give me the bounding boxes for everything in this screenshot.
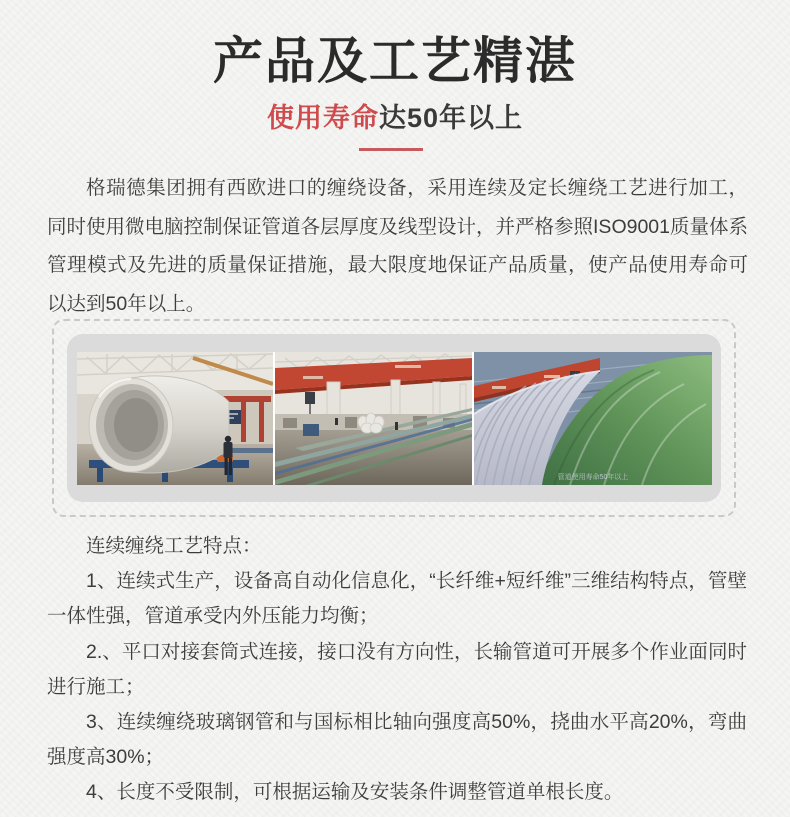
feature-item-3: 3、连续缠绕玻璃钢管和与国标相比轴向强度高50%，挠曲水平高20%，弯曲强度高30%； [47,711,747,769]
photo-gallery-card [67,334,721,502]
photo-strip [77,352,712,485]
feature-item-1: 1、连续式生产，设备高自动化信息化，“长纤维+短纤维”三维结构特点，管壁一体性强，管道承受内外压能力均衡； [47,570,747,628]
subtitle-rest: 达50年以上 [378,103,524,133]
photo-watermark: 管道使用寿命50年以上 [557,473,628,481]
features-heading: 连续缠绕工艺特点： [86,535,262,557]
intro-paragraph: 格瑞德集团拥有西欧进口的缠绕设备，采用连续及定长缠绕工艺进行加工，同时使用微电脑控制保证管道各层厚度及线型设计，并严格参照ISO9001质量体系管理模式及先进的质量保证措施，最大限度地保证产品质量，使产品使用寿命可以达到50年以上。 [47,177,748,315]
subtitle-underline-rule [359,148,423,151]
feature-item-4: 4、长度不受限制，可根据运输及安装条件调整管道单根长度。 [86,781,624,804]
production-workshop-crane-photo [275,352,472,485]
features-section [47,529,747,811]
subtitle-highlight: 使用寿命 [266,103,379,133]
page-subtitle [0,100,790,136]
wound-green-pipe-closeup-photo [474,352,712,485]
photo-gallery-dashed-frame [52,319,736,517]
feature-item-2: 2.、平口对接套筒式连接，接口没有方向性，长输管道可开展多个作业面同时进行施工； [47,640,747,698]
page-title: 产品及工艺精湛 [213,33,577,89]
winding-machine-large-pipe-photo [77,352,273,485]
